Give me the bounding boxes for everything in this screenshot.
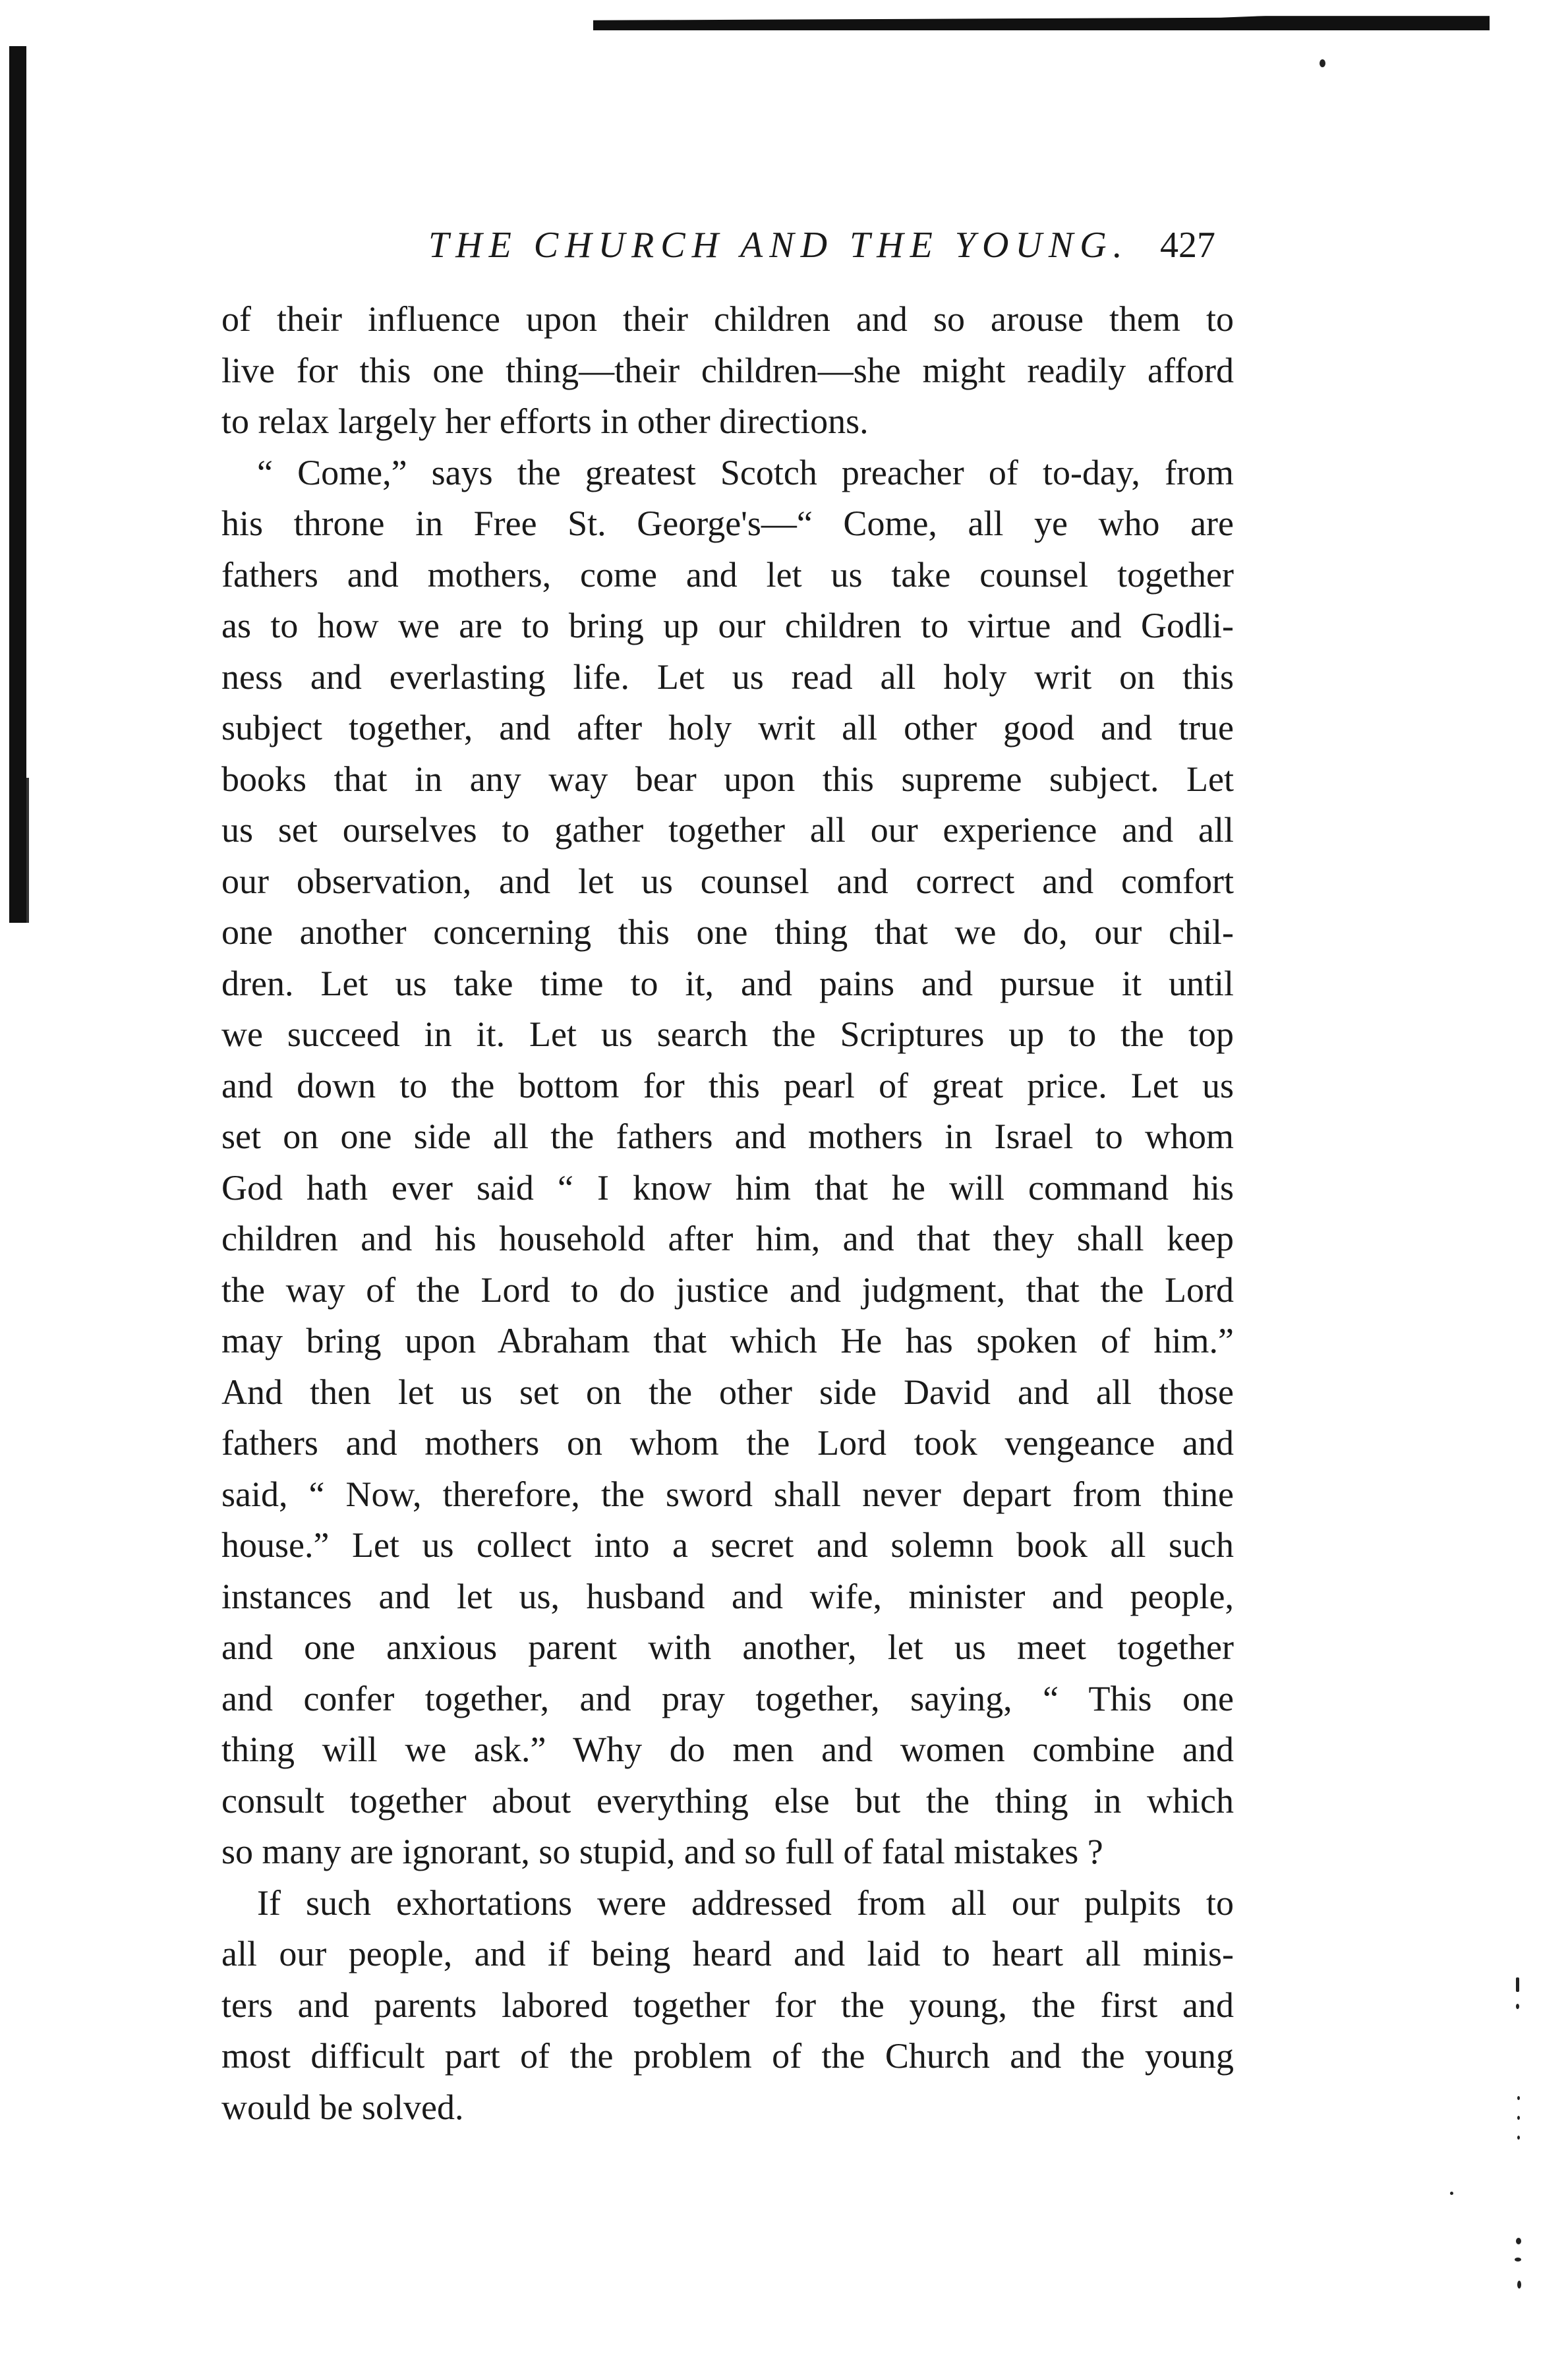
text-line: And then let us set on the other side David and all those — [221, 1372, 1234, 1412]
text-line: one another concerning this one thing that we do, our chil- — [221, 912, 1234, 952]
paragraph — [221, 448, 1234, 1878]
text-line: us set ourselves to gather together all our experience and all — [221, 810, 1234, 850]
text-line: instances and let us, husband and wife, minister and people, — [221, 1576, 1234, 1616]
scan-speck — [1320, 59, 1325, 67]
text-line: the way of the Lord to do justice and judgment, that the Lord — [221, 1270, 1234, 1310]
body-text — [221, 294, 1234, 2133]
scan-speck — [1516, 2238, 1521, 2244]
scan-speck — [1450, 2192, 1453, 2195]
text-line: fathers and mothers on whom the Lord took vengeance and — [221, 1423, 1234, 1463]
running-head — [0, 224, 1568, 277]
text-line: fathers and mothers, come and let us take counsel together — [221, 554, 1234, 595]
text-line: subject together, and after holy writ all other good and true — [221, 708, 1234, 747]
left-margin-bar — [9, 46, 26, 923]
text-line: we succeed in it. Let us search the Scriptures up to the top — [221, 1014, 1234, 1054]
text-line: as to how we are to bring up our children to virtue and Godli- — [221, 606, 1234, 645]
text-line: set on one side all the fathers and mothers in Israel to whom — [221, 1117, 1234, 1156]
paragraph — [221, 294, 1234, 448]
scan-speck — [1516, 1977, 1519, 1992]
scan-speck — [1517, 2116, 1520, 2120]
page-number: 427 — [1160, 225, 1215, 266]
scan-speck — [1516, 2004, 1519, 2009]
text-line: “ Come,” says the greatest Scotch preacher of to-day, from — [257, 452, 1234, 492]
text-line: would be solved. — [221, 2087, 464, 2127]
scan-speck — [1515, 2258, 1521, 2262]
text-line: house.” Let us collect into a secret and solemn book all such — [221, 1525, 1234, 1565]
text-line: consult together about everything else but the thing in which — [221, 1780, 1234, 1821]
text-line: to relax largely her efforts in other directions. — [221, 401, 869, 441]
scan-speck — [1517, 2096, 1520, 2100]
text-line: his throne in Free St. George's—“ Come, all ye who are — [221, 504, 1234, 543]
text-line: our observation, and let us counsel and correct and comfort — [221, 861, 1234, 901]
text-line: dren. Let us take time to it, and pains and pursue it until — [221, 963, 1234, 1003]
text-line: ness and everlasting life. Let us read all holy writ on this — [221, 657, 1234, 697]
text-line: of their influence upon their children and so arouse them to — [221, 299, 1234, 339]
text-line: God hath ever said “ I know him that he will command his — [221, 1167, 1234, 1208]
text-line: children and his household after him, and that they shall keep — [221, 1219, 1234, 1258]
text-line: live for this one thing—their children—she might readily afford — [221, 350, 1234, 390]
text-line: may bring upon Abraham that which He has spoken of him.” — [221, 1321, 1234, 1360]
text-line: If such exhortations were addressed from all our pulpits to — [257, 1883, 1234, 1923]
text-line: and down to the bottom for this pearl of great price. Let us — [221, 1065, 1234, 1105]
text-line: said, “ Now, therefore, the sword shall never depart from thine — [221, 1474, 1234, 1514]
text-line: and one anxious parent with another, let us meet together — [221, 1627, 1234, 1667]
left-margin-line — [26, 778, 29, 923]
text-line: most difficult part of the problem of the Church and the young — [221, 2036, 1234, 2076]
text-line: all our people, and if being heard and laid to heart all minis- — [221, 1934, 1234, 1973]
running-title: THE CHURCH AND THE YOUNG. — [428, 225, 1129, 266]
scan-speck — [1517, 2281, 1521, 2289]
scan-speck — [1517, 2136, 1520, 2140]
paragraph — [221, 1878, 1234, 2134]
text-line: ters and parents labored together for the young, the first and — [221, 1985, 1234, 2025]
text-line: so many are ignorant, so stupid, and so full of fatal mistakes ? — [221, 1832, 1103, 1871]
text-line: and confer together, and pray together, saying, “ This one — [221, 1678, 1234, 1718]
top-rule — [593, 4, 1490, 30]
text-line: books that in any way bear upon this supreme subject. Let — [221, 759, 1234, 799]
text-line: thing will we ask.” Why do men and women combine and — [221, 1730, 1234, 1769]
